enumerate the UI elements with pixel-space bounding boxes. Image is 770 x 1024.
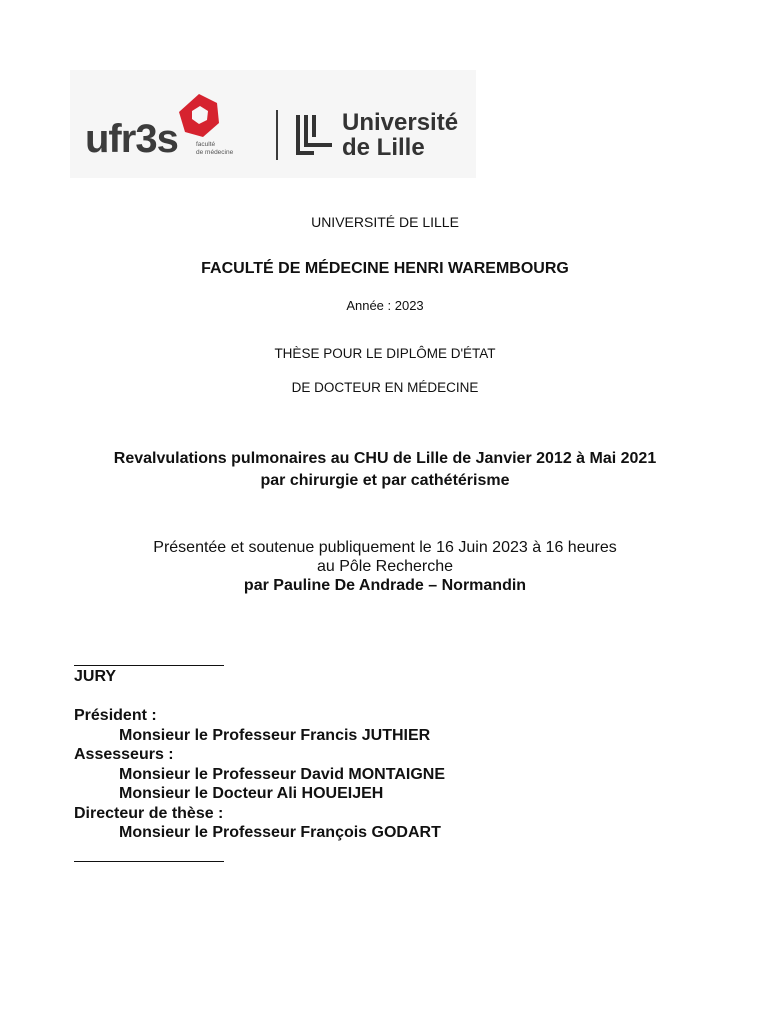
thesis-title [0,448,770,492]
ufr3s-tagline [196,141,233,157]
presentation-date: Présentée et soutenue publiquement le 16 Juin 2023 à 16 heures [153,539,617,556]
thesis-title-line2: par chirurgie et par cathétérisme [260,472,510,489]
assessor-1-name: Monsieur le Professeur David MONTAIGNE [119,765,445,783]
director-label: Directeur de thèse : [74,804,224,822]
director-name: Monsieur le Professeur François GODART [119,824,441,841]
ufr3s-tagline-1: faculté [196,141,216,148]
academic-year: Année : 2023 [346,298,424,313]
jury-heading: JURY [74,668,117,685]
assessors-label: Assesseurs : [74,746,174,763]
thesis-degree-line2: DE DOCTEUR EN MÉDECINE [291,380,479,395]
presentation-author: par Pauline De Andrade – Normandin [243,577,527,594]
jury-bottom-rule [74,861,224,862]
presentation-location: au Pôle Recherche [316,558,454,575]
lille-wordmark-line1: Université [342,109,459,136]
ufr3s-wordmark: ufr3s [85,117,178,161]
logo-divider [276,110,278,160]
universite-lille-wordmark [342,110,458,160]
universite-lille-monogram-icon [295,113,335,157]
thesis-title-line1: Revalvulations pulmonaires au CHU de Lille de Janvier 2012 à Mai 2021 [113,450,657,467]
presentation-block [0,538,770,595]
president-name: Monsieur le Professeur Francis JUTHIER [119,726,431,744]
president-label: Président : [74,707,157,724]
ufr3s-hexagon-icon [173,90,225,142]
lille-wordmark-line2: de Lille [342,134,425,161]
jury-top-rule [74,665,224,666]
ufr3s-tagline-2: de médecine [196,149,234,157]
university-name: UNIVERSITÉ DE LILLE [311,214,459,230]
jury-members [74,706,445,843]
faculty-name: FACULTÉ DE MÉDECINE HENRI WAREMBOURG [201,260,569,277]
thesis-degree-line1: THÈSE POUR LE DIPLÔME D'ÉTAT [274,346,496,361]
assessor-2-name: Monsieur le Docteur Ali HOUEIJEH [119,785,384,802]
